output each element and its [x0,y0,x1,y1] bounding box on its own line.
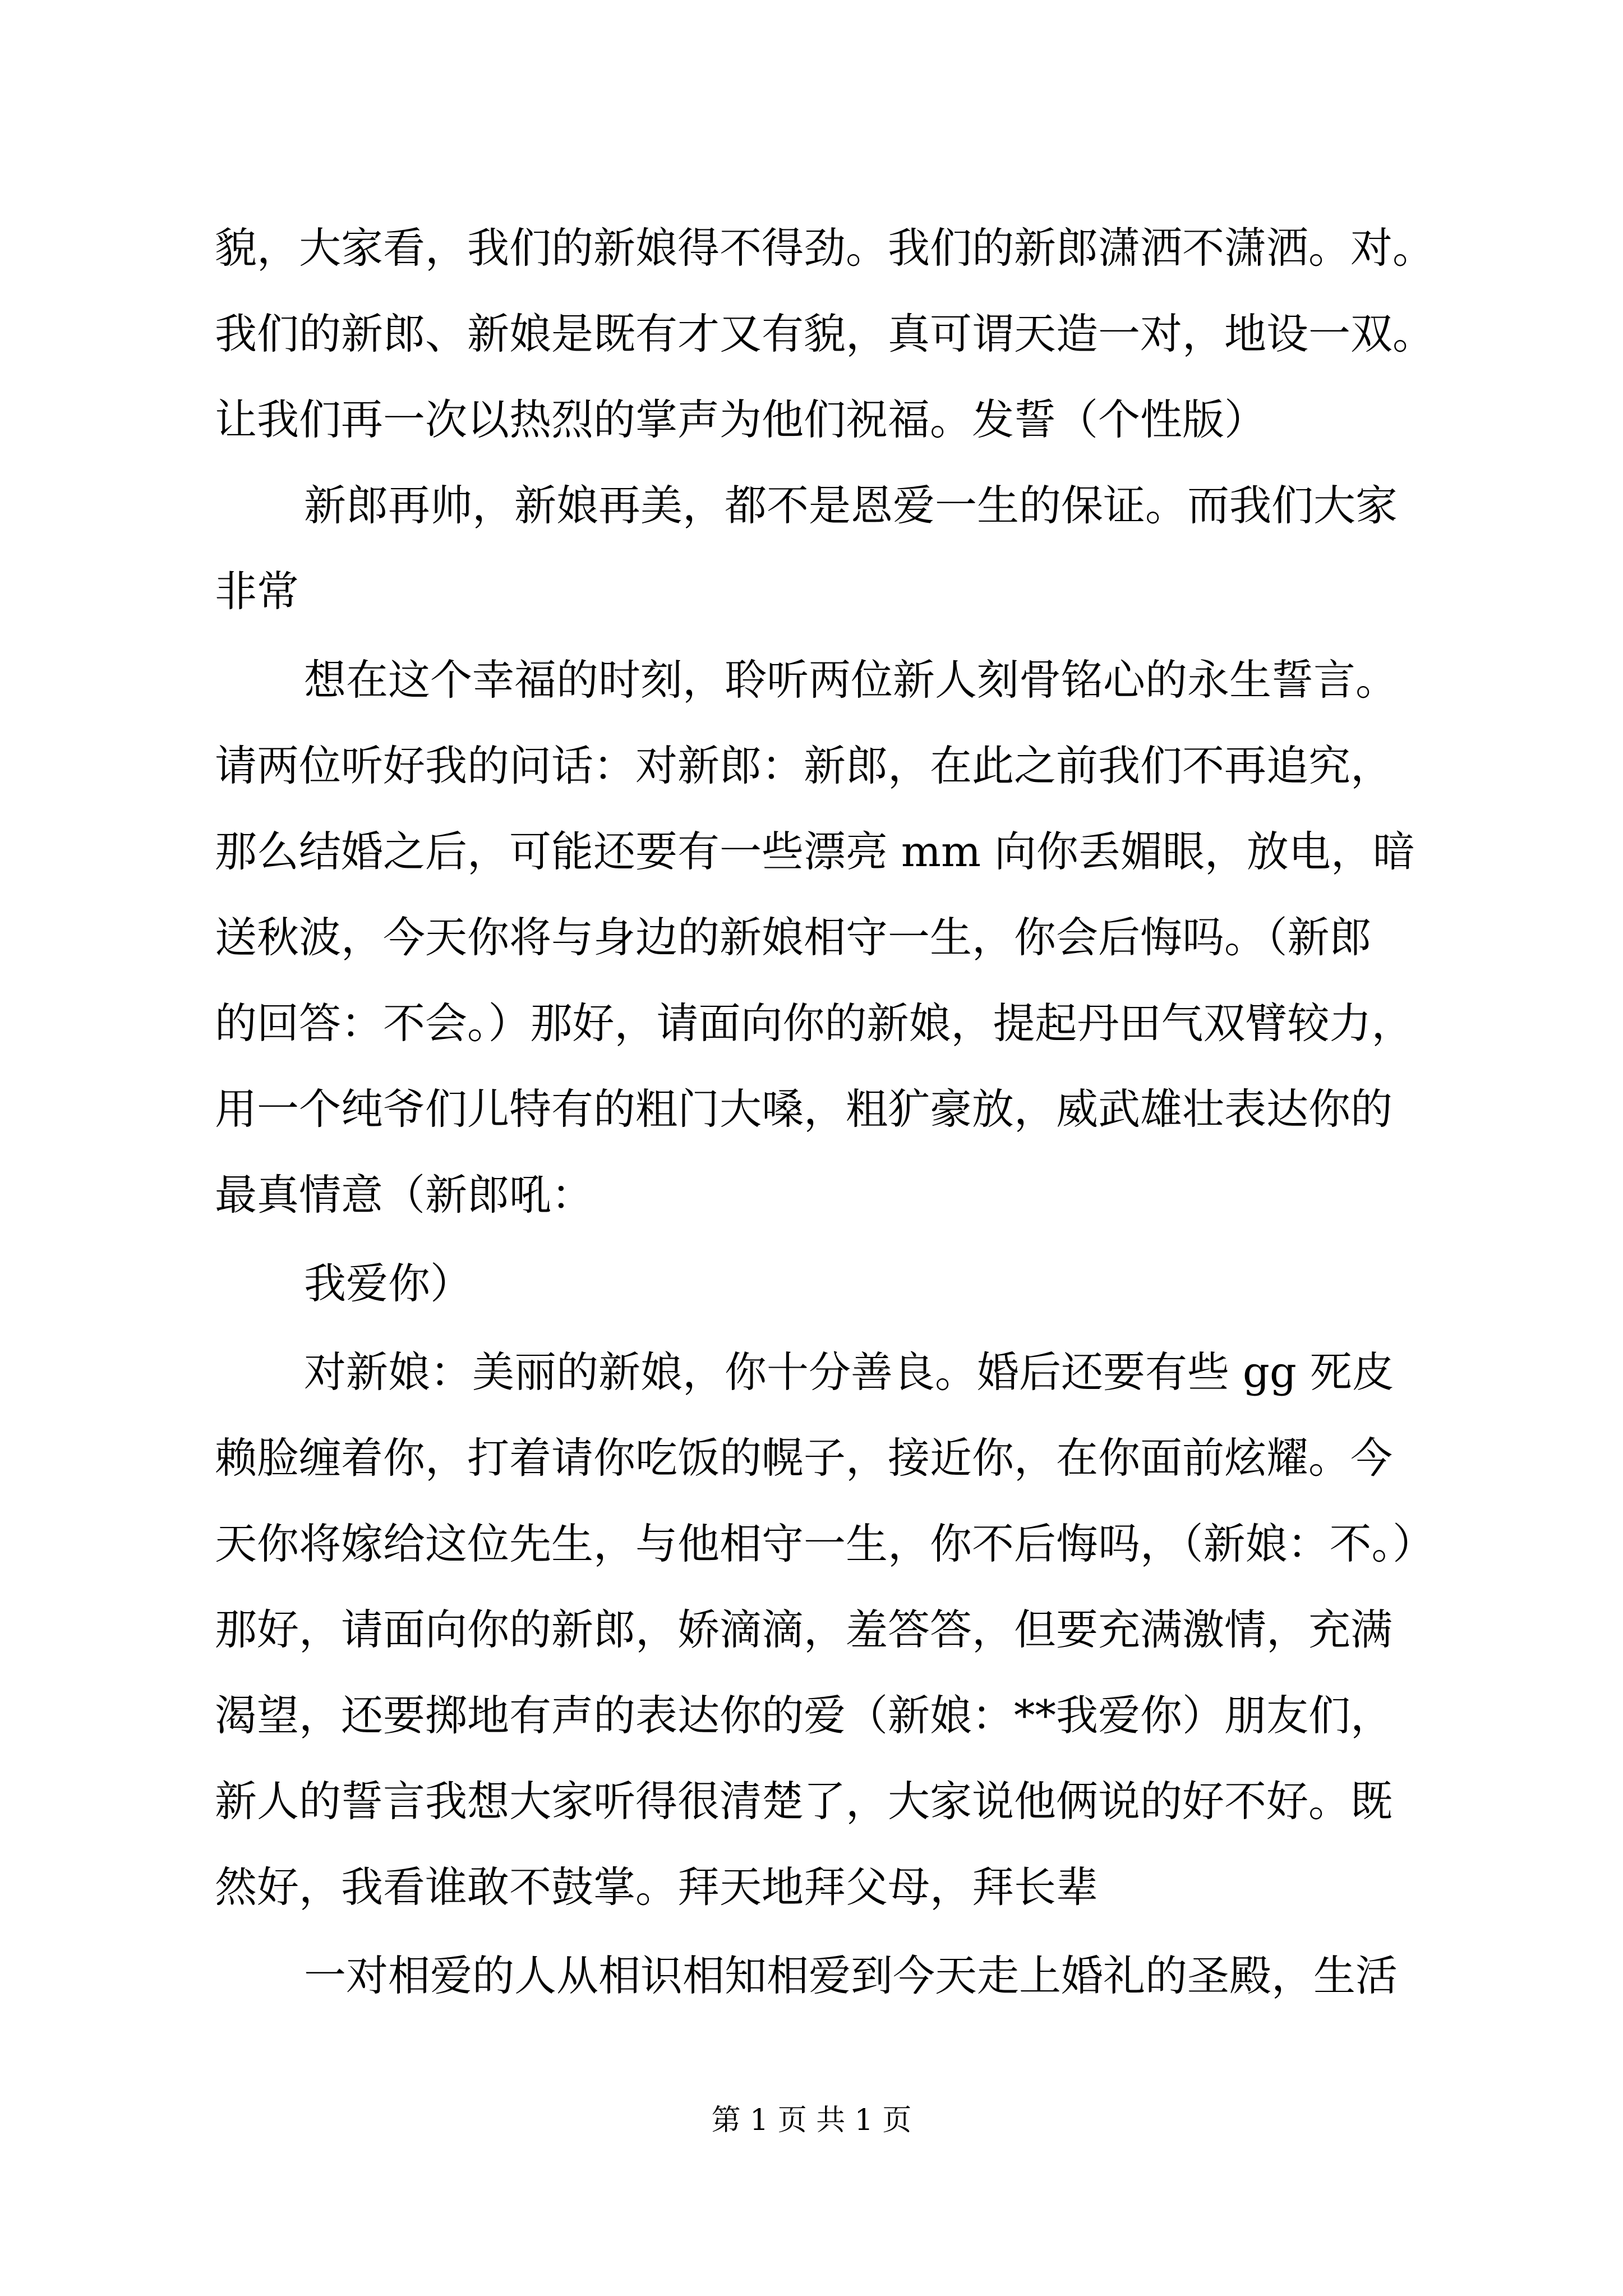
body-line-2: 我们的新郎、新娘是既有才又有貌，真可谓天造一对，地设一双。 [215,309,1435,358]
body-line-18: 渴望，还要掷地有声的表达你的爱（新娘：**我爱你）朋友们， [215,1691,1393,1740]
body-line-7: 请两位听好我的问话：对新郎：新郎，在此之前我们不再追究， [215,741,1393,790]
paragraph-start-line: 新郎再帅，新娘再美，都不是恩爱一生的保证。而我们大家 [304,481,1398,530]
body-line-12: 最真情意（新郎吼： [215,1170,594,1220]
body-line-16: 天你将嫁给这位先生，与他相守一生，你不后悔吗，（新娘：不。） [215,1519,1435,1568]
body-line-15: 赖脸缠着你，打着请你吃饭的幌子，接近你，在你面前炫耀。今 [215,1433,1393,1483]
body-line-9: 送秋波，今天你将与身边的新娘相守一生，你会后悔吗。（新郎 [215,913,1372,962]
paragraph-start-line: 我爱你） [304,1259,473,1308]
body-line-17: 那好，请面向你的新郎，娇滴滴，羞答答，但要充满激情，充满 [215,1605,1393,1654]
body-line-5: 非常 [215,567,299,616]
body-line-20: 然好，我看谁敢不鼓掌。拜天地拜父母，拜长辈 [215,1862,1099,1912]
paragraph-start-line: 一对相爱的人从相识相知相爱到今天走上婚礼的圣殿，生活 [304,1951,1398,2000]
body-line-19: 新人的誓言我想大家听得很清楚了，大家说他俩说的好不好。既 [215,1777,1393,1826]
body-line-3: 让我们再一次以热烈的掌声为他们祝福。发誓（个性版） [215,395,1267,444]
paragraph-start-line: 对新娘：美丽的新娘，你十分善良。婚后还要有些 gg 死皮 [304,1347,1394,1397]
paragraph-start-line: 想在这个幸福的时刻，聆听两位新人刻骨铭心的永生誓言。 [304,655,1398,705]
body-line-10: 的回答：不会。）那好，请面向你的新娘，提起丹田气双臂较力， [215,999,1414,1048]
body-line-8: 那么结婚之后，可能还要有一些漂亮 mm 向你丢媚眼，放电，暗 [215,827,1415,876]
body-line-1: 貌，大家看，我们的新娘得不得劲。我们的新郎潇洒不潇洒。对。 [215,223,1435,273]
page-footer: 第 1 页 共 1 页 [711,2104,912,2137]
body-line-11: 用一个纯爷们儿特有的粗门大嗓，粗犷豪放，威武雄壮表达你的 [215,1084,1393,1134]
